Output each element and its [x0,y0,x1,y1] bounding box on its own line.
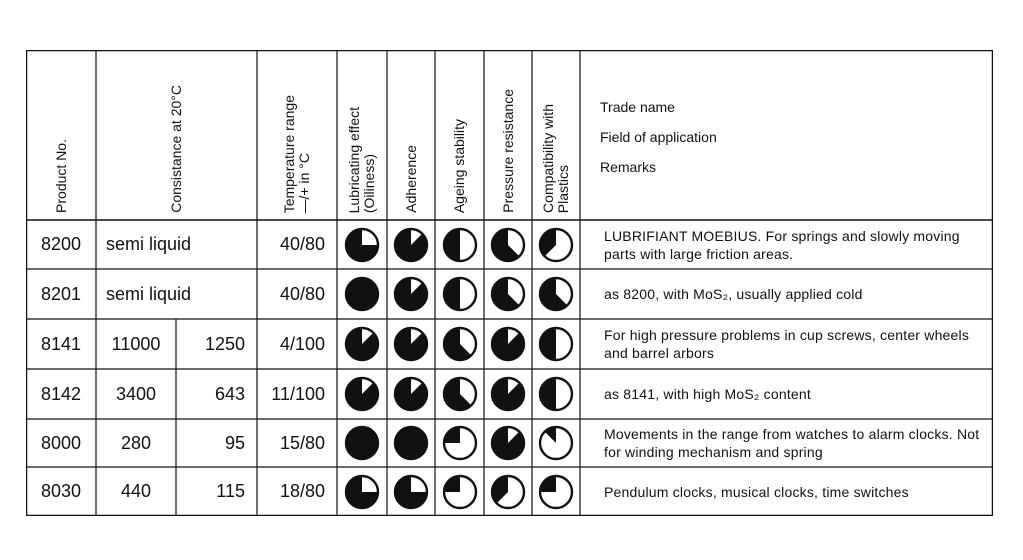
header-product-no: Product No. [52,139,69,213]
rating-pie [393,425,429,461]
header-field-of-application: Field of application [600,129,717,145]
consistance-value-2: 95 [224,432,245,453]
consistance-value-2: 115 [216,481,245,501]
rating-wedge [444,476,460,492]
header-adherence: Adherence [402,145,419,213]
consistance-value-1: 440 [120,481,152,501]
header-consistance: Consistance at 20°C [168,85,184,213]
rating-pie [344,227,380,263]
temperature-range: 15/80 [279,432,325,453]
remark-text: Movements in the range from watches to alarm clocks. Not for winding mechanism and spring [604,426,980,460]
rating-pie [393,227,429,263]
rating-wedge [540,378,556,410]
consistance-value-1: 11000 [111,333,161,354]
rating-pie [344,276,380,312]
rating-wedge [540,476,556,492]
rating-pie [538,425,574,461]
remark-text: For high pressure problems in cup screws, center wheels and barrel arbors [604,327,970,361]
rating-pie [538,376,574,412]
rating-pie [490,326,526,362]
lubricant-table [26,50,993,516]
rating-pie [442,276,478,312]
consistance-text: semi liquid [106,234,192,254]
rating-pie [442,376,478,412]
rating-pie [393,474,429,510]
header-trade-name: Trade name [600,99,675,115]
temperature-range: 40/80 [279,234,325,254]
rating-pie [344,326,380,362]
rating-circle [346,427,378,459]
rating-pie [442,326,478,362]
consistance-value-1: 3400 [115,383,157,404]
rating-pie [538,276,574,312]
product-number: 8141 [40,333,82,354]
rating-wedge [444,427,460,443]
rating-circle [395,427,427,459]
header-remarks: Remarks [600,159,657,175]
consistance-value-2: 643 [214,383,245,404]
remark-text: as 8200, with MoS₂, usually applied cold [604,286,863,302]
rating-pie [538,326,574,362]
temperature-range: 40/80 [279,283,325,304]
rating-wedge [444,278,460,310]
temperature-range: 11/100 [271,383,325,404]
rating-pie [538,474,574,510]
rating-wedge [444,229,460,261]
product-number: 8200 [40,234,82,254]
rating-pie [344,425,380,461]
temperature-range: 18/80 [279,481,325,501]
header-pressure: Pressure resistance [499,89,516,213]
header-lubricating: Lubricating effect (Oiliness) [346,106,377,213]
rating-circle [346,278,378,310]
consistance-text: semi liquid [106,283,192,304]
rating-pie [344,376,380,412]
product-number: 8201 [40,283,82,304]
rating-pie [490,474,526,510]
rating-pie [393,376,429,412]
header-temperature: Temperature range —/+ in °C [281,94,312,213]
remark-text: LUBRIFIANT MOEBIUS. For springs and slowly moving parts with large friction areas. [604,227,960,262]
rating-pie [442,474,478,510]
rating-pie [490,425,526,461]
consistance-value-2: 1250 [204,333,245,354]
rating-pie [442,425,478,461]
temperature-range: 4/100 [279,333,325,354]
rating-pie [490,227,526,263]
rating-pie [393,326,429,362]
product-number: 8000 [40,432,82,453]
header-compatibility: Compatibility with Plastics [540,104,571,213]
remark-text: as 8141, with high MoS₂ content [604,386,811,402]
rating-pie [393,276,429,312]
product-number: 8030 [40,481,82,501]
remark-text: Pendulum clocks, musical clocks, time switches [604,483,909,500]
rating-pie [490,276,526,312]
consistance-value-1: 280 [120,432,152,453]
rating-pie [442,227,478,263]
rating-pie [538,227,574,263]
rating-pie [490,376,526,412]
header-ageing: Ageing stability [451,118,467,213]
rating-wedge [540,328,556,360]
rating-wedge [395,229,427,261]
product-number: 8142 [40,383,82,404]
rating-pie [344,474,380,510]
